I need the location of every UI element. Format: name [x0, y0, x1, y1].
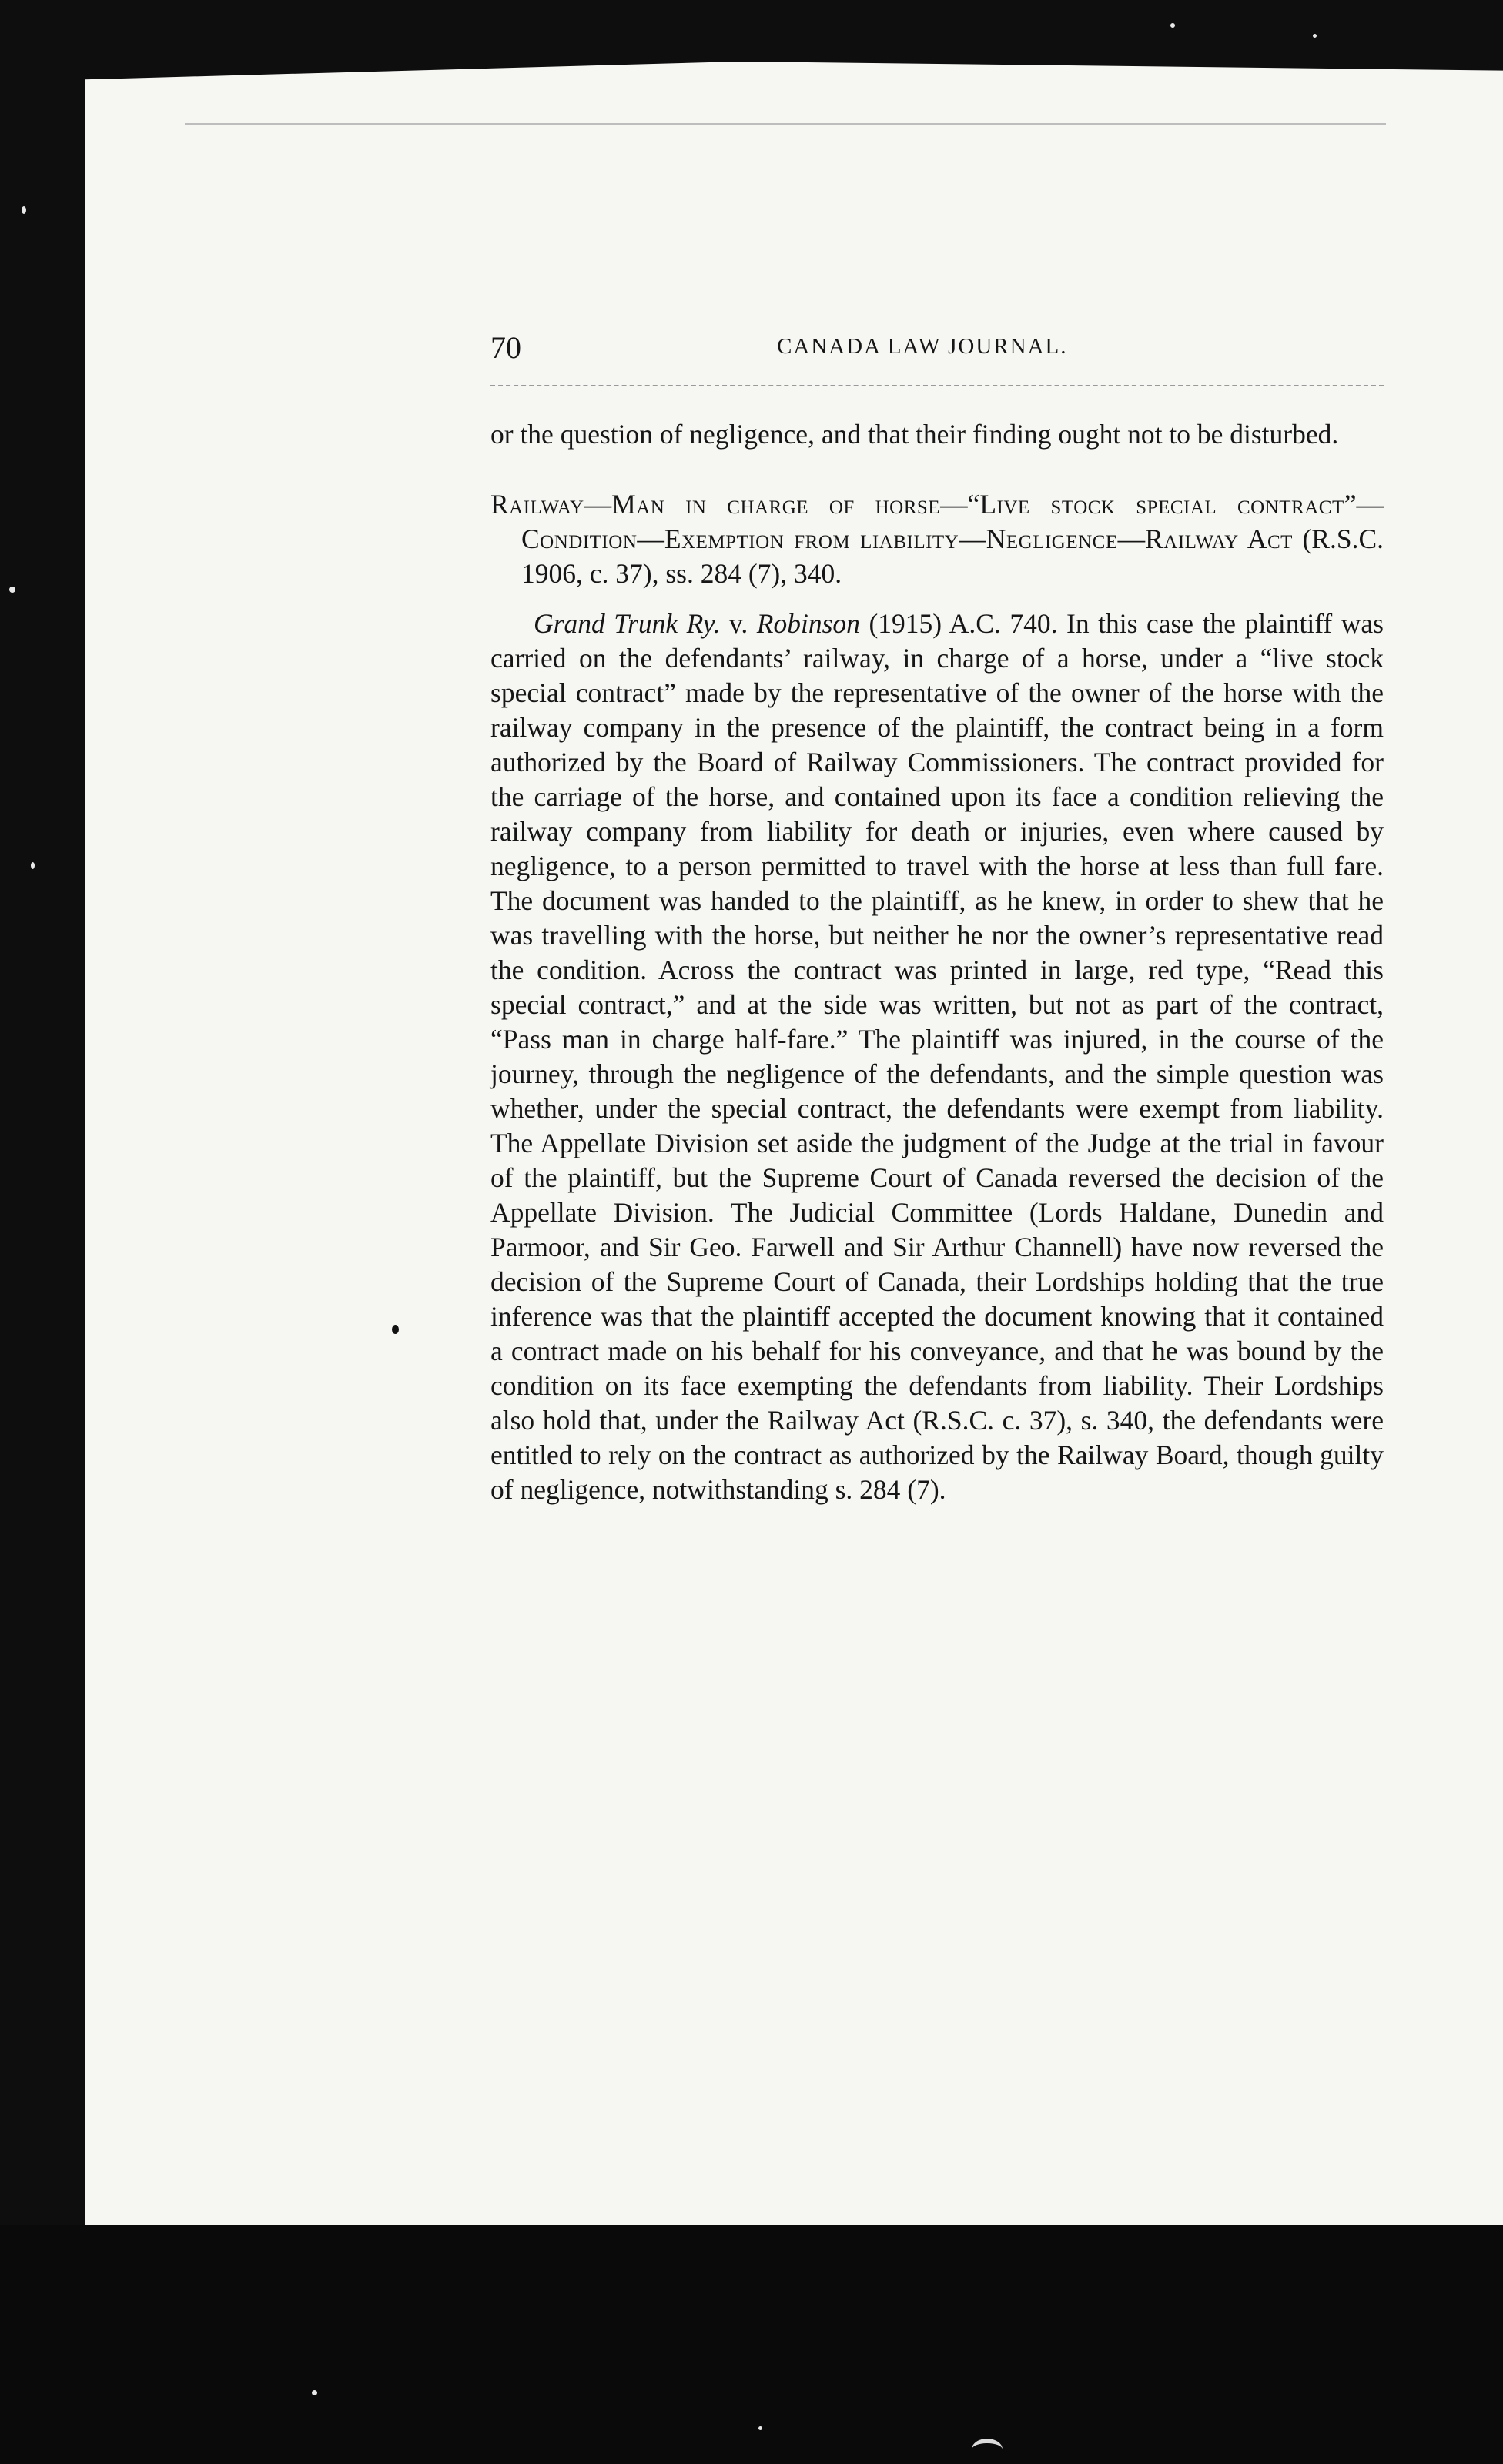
- scan-speck: [1313, 34, 1317, 38]
- scan-speck: [1170, 23, 1175, 28]
- headnote-live-stock-contract: Live stock special contract: [979, 489, 1344, 520]
- scan-bottom-mark: [972, 2439, 1003, 2460]
- case-report-citation: (1915) A.C. 740.: [859, 608, 1066, 639]
- page-body: [490, 417, 1384, 1507]
- headnote-condition: Condition: [521, 523, 638, 554]
- scan-top-rule: [185, 123, 1386, 125]
- headnote-railway-act: Railway Act: [1145, 523, 1293, 554]
- scan-speck: [22, 206, 26, 214]
- case-name-first: Grand Trunk Ry.: [534, 608, 721, 639]
- scan-speck: [9, 587, 15, 593]
- case-name-second: Robinson: [756, 608, 860, 639]
- headnote-man-in-charge: Man in charge of horse: [611, 489, 941, 520]
- margin-dot: [392, 1325, 399, 1334]
- case-versus: v.: [720, 608, 757, 639]
- headnote-citation: (R.S.C. 1906, c. 37), ss. 284 (7), 340.: [521, 523, 1384, 589]
- opening-paragraph: or the question of negligence, and that their finding ought not to be disturbed.: [490, 419, 1339, 450]
- page-header: [490, 322, 1384, 391]
- page-number: 70: [490, 330, 521, 365]
- scan-shadow: [0, 2225, 1503, 2464]
- case-body-text: In this case the plaintiff was carried on the defendants’ railway, in charge of a horse, under a “live stock special contract” made by the representative of the owner of the horse with the railway company in the presence of the plaintiff, the contract being in a form authorized by the Board of Railway Commissioners. The contract provided for the carriage of the horse, and contained upon its face a condition relieving the railway company from liability for death or injuries, even where caused by negligence, to a person permitted to travel with the horse at less than full fare. The document was handed to the plaintiff, as he knew, in order to shew that he was travelling with the horse, but neither he nor the owner’s representative read the condition. Across the contract was printed in large, red type, “Read this special contract,” and at the side was written, but not as part of the contract, “Pass man in charge half-fare.” The plaintiff was injured, in the course of the journey, through the negligence of the defendants, and the simple question was whether, under the special contract, the defendants were exempt from liability. The Appellate Division set aside the judgment of the Judge at the trial in favour of the plaintiff, but the Supreme Court of Canada reversed the decision of the Appellate Division. The Judicial Committee (Lords Haldane, Dunedin and Parmoor, and Sir Geo. Farwell and Sir Arthur Channell) have now reversed the decision of the Supreme Court of Canada, their Lordships holding that the true inference was that the plaintiff accepted the document knowing that it contained a contract made on his behalf for his conveyance, and that he was bound by the condition on its face exempting the defendants from liability. Their Lordships also hold that, under the Railway Act (R.S.C. c. 37), s. 340, the defendants were entitled to rely on the contract as authorized by the Railway Board, though guilty of negligence, notwithstanding s. 284 (7).: [490, 608, 1384, 1505]
- headnote-railway: Railway: [490, 489, 584, 520]
- scan-speck: [312, 2390, 317, 2395]
- case-paragraph: [490, 607, 1384, 1507]
- header-rule: [490, 385, 1384, 386]
- case-headnote: Railway—Man in charge of horse—“Live stock special contract”—Condition—Exemption from liability—Negligence—Railway Act (R.S.C. 1906, c. 37), ss. 284 (7), 340.: [490, 489, 1384, 589]
- scan-speck: [758, 2426, 762, 2430]
- headnote-exemption: Exemption from liability: [664, 523, 959, 554]
- headnote-negligence: Negligence: [986, 523, 1118, 554]
- running-title: CANADA LAW JOURNAL.: [777, 334, 1068, 359]
- scan-speck: [31, 862, 35, 869]
